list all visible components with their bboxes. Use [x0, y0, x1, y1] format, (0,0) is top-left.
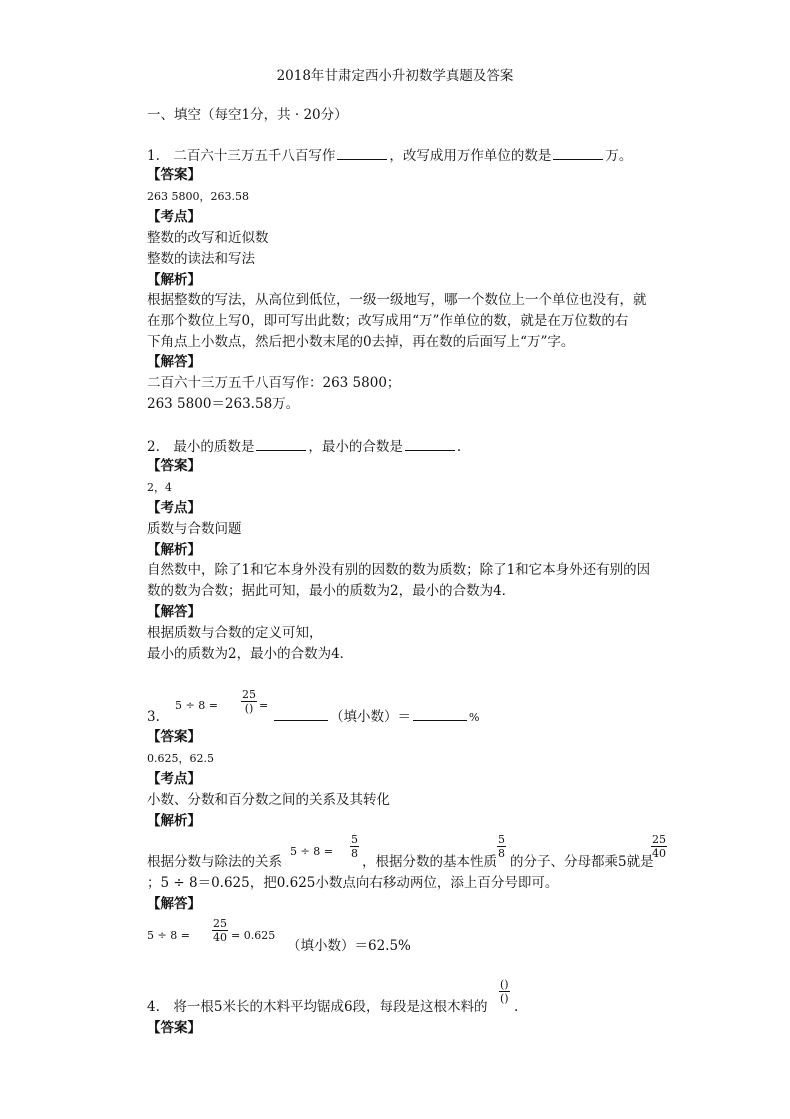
q3-jieda-b: = 0.625 [231, 929, 276, 942]
q3-jiexi-f2-num: 5 [498, 833, 505, 846]
q3-frac-num: 25 [242, 688, 256, 701]
q2-jiexi-2: 数的数为合数；据此可知，最小的质数为2，最小的合数为4． [147, 583, 516, 599]
q4-fraction [499, 978, 510, 1005]
q3-answer: 0.625，62.5 [147, 752, 214, 765]
q1-stem [147, 146, 632, 165]
q4-frac-num: () [500, 978, 509, 991]
q3-jiexi-f1-num: 5 [351, 833, 358, 846]
q2-blank-2[interactable] [405, 437, 455, 451]
q3-mid: （填小数）＝ [330, 709, 411, 725]
q3-jiexi-f3-den: 40 [652, 847, 666, 860]
q3-jiexi-expr: 5 ÷ 8 = [290, 845, 333, 858]
q1-answer-label: 【答案】 [147, 167, 201, 183]
q1-blank-1[interactable] [337, 146, 387, 160]
q3-blank-2[interactable] [413, 707, 467, 721]
q3-frac-den: () [244, 702, 254, 715]
q3-fraction [241, 688, 257, 715]
q3-answer-label: 【答案】 [147, 729, 201, 745]
q2-stem [147, 437, 461, 456]
q3-blank-1[interactable] [274, 707, 328, 721]
q2-jiexi-label: 【解析】 [147, 542, 201, 558]
q3-kaodian-label: 【考点】 [147, 771, 201, 787]
section-heading: 一、填空（每空1分，共 · 20分） [147, 107, 348, 123]
q3-jiexi-frac-3 [651, 833, 667, 860]
q3-jieda-frac-den: 40 [213, 931, 227, 944]
q4-answer-label: 【答案】 [147, 1020, 201, 1036]
q3-expr: 5 ÷ 8 = [175, 699, 218, 712]
q4-stem-a: 4. 将一根5米长的木料平均锯成6段，每段是这根木料的 [147, 999, 488, 1015]
q2-blank-1[interactable] [256, 437, 306, 451]
q3-jieda-c: （填小数）＝62.5% [287, 938, 411, 954]
q1-answer: 263 5800，263.58 [147, 190, 249, 203]
q1-jiexi-2: 在那个数位上写0，即可写出此数；改写成用“万”作单位的数，就是在万位数的右 [147, 313, 629, 329]
q2-jieda-1: 根据质数与合数的定义可知， [147, 625, 323, 641]
q1-jieda-label: 【解答】 [147, 354, 201, 370]
q1-stem-b: ，改写成用万作单位的数是 [389, 148, 552, 164]
q3-jiexi-2: ；5 ÷ 8＝0.625，把0.625小数点向右移动两位，添上百分号即可。 [147, 875, 559, 891]
q3-jiexi-f2-den: 8 [498, 847, 505, 860]
q1-blank-2[interactable] [553, 146, 603, 160]
q3-jiexi-b: ，根据分数的基本性质 [362, 854, 497, 870]
q4-stem-b: . [514, 999, 519, 1015]
q1-stem-c: 万。 [605, 148, 633, 164]
q3-pct: % [469, 711, 480, 724]
q1-jiexi-label: 【解析】 [147, 272, 201, 288]
q3-jiexi-f1-den: 8 [351, 847, 358, 860]
q3-jiexi-frac-2 [497, 833, 506, 860]
q2-answer-label: 【答案】 [147, 458, 201, 474]
q2-jieda-label: 【解答】 [147, 604, 201, 620]
q2-stem-c: . [456, 439, 462, 455]
q3-stem [272, 707, 479, 727]
q3-jieda-label: 【解答】 [147, 896, 201, 912]
q1-kaodian-2: 整数的读法和写法 [147, 251, 255, 267]
q1-jieda-1: 二百六十三万五千八百写作：263 5800； [147, 375, 401, 391]
q1-jiexi-1: 根据整数的写法，从高位到低位，一级一级地写，哪一个数位上一个单位也没有，就 [147, 292, 647, 308]
q1-kaodian-1: 整数的改写和近似数 [147, 230, 269, 246]
q3-jiexi-label: 【解析】 [147, 813, 201, 829]
q1-stem-a: 1. 二百六十三万五千八百写作 [147, 148, 336, 164]
q3-jiexi-a: 根据分数与除法的关系 [147, 854, 282, 870]
q3-kaodian-1: 小数、分数和百分数之间的关系及其转化 [147, 792, 390, 808]
q3-number: 3. [147, 709, 160, 725]
q3-jiexi-frac-1 [350, 833, 359, 860]
q3-jieda-frac-num: 25 [213, 917, 227, 930]
q2-answer: 2，4 [147, 481, 172, 494]
q3-jiexi-f3-num: 25 [652, 833, 666, 846]
page-title: 2018年甘肃定西小升初数学真题及答案 [276, 68, 514, 84]
q1-kaodian-label: 【考点】 [147, 209, 201, 225]
q1-jieda-2: 263 5800＝263.58万。 [147, 396, 300, 412]
q3-jiexi-c: 的分子、分母都乘5就是 [510, 854, 654, 870]
q4-frac-den: () [500, 992, 509, 1005]
q3-jieda-frac [212, 917, 228, 944]
q3-jieda-expr: 5 ÷ 8 = [147, 929, 190, 942]
q2-stem-b: ，最小的合数是 [308, 439, 403, 455]
q1-jiexi-3: 下角点上小数点，然后把小数末尾的0去掉，再在数的后面写上“万”字。 [147, 334, 575, 350]
q2-jiexi-1: 自然数中，除了1和它本身外没有别的因数的数为质数；除了1和它本身外还有别的因 [147, 562, 651, 578]
q2-kaodian-label: 【考点】 [147, 500, 201, 516]
q2-jieda-2: 最小的质数为2，最小的合数为4． [147, 646, 354, 662]
q2-stem-a: 2. 最小的质数是 [147, 439, 255, 455]
q3-eq: = [259, 699, 269, 712]
q2-kaodian-1: 质数与合数问题 [147, 521, 242, 537]
